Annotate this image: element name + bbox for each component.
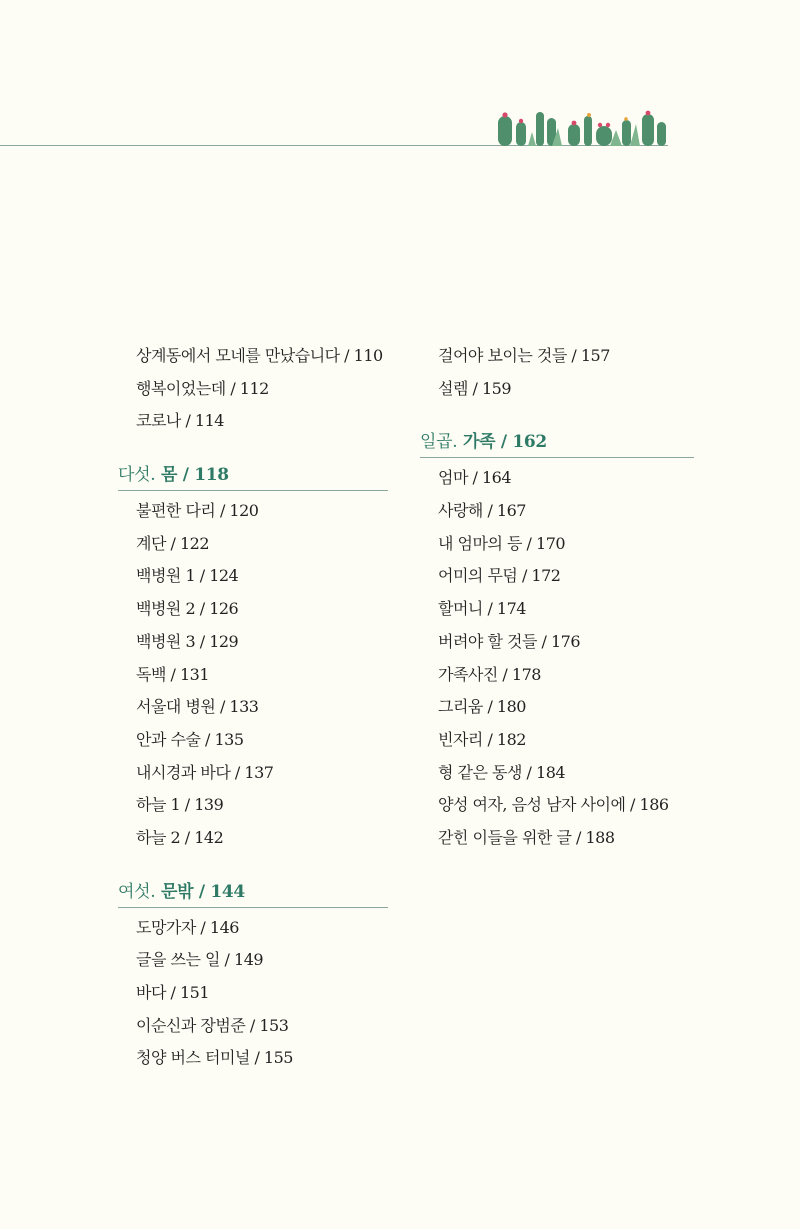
section-title: 몸 / 118 [160,465,229,486]
toc-entry[interactable]: 설렘 / 159 [438,378,512,398]
toc-entry[interactable]: 빈자리 / 182 [438,729,526,749]
toc-entry[interactable]: 서울대 병원 / 133 [136,697,259,717]
section-heading[interactable] [420,427,694,458]
toc-entry[interactable]: 청양 버스 터미널 / 155 [136,1048,293,1068]
toc-entry[interactable]: 글을 쓰는 일 / 149 [136,950,264,970]
section-heading[interactable] [118,460,388,491]
toc-entry[interactable]: 행복이었는데 / 112 [136,378,269,398]
toc-entry[interactable]: 내시경과 바다 / 137 [136,762,274,782]
toc-entry[interactable]: 가족사진 / 178 [438,664,541,684]
section-number: 여섯. [118,881,156,902]
section-title: 가족 / 162 [462,432,547,453]
toc-entry[interactable]: 바다 / 151 [136,983,210,1002]
toc-entry[interactable]: 그리움 / 180 [438,697,526,717]
toc-entry[interactable]: 독백 / 131 [136,664,210,684]
toc-entry[interactable]: 백병원 1 / 124 [136,566,239,586]
section-title: 문밖 / 144 [160,881,245,902]
toc-entry[interactable]: 갇힌 이들을 위한 글 / 188 [438,827,615,847]
cactus-row-icon [492,104,670,146]
toc-entry[interactable]: 사랑해 / 167 [438,501,526,521]
toc-entry[interactable]: 안과 수술 / 135 [136,729,244,749]
toc-entry[interactable]: 형 같은 동생 / 184 [438,762,566,782]
toc-entry[interactable]: 상계동에서 모네를 만났습니다 / 110 [136,346,383,365]
toc-entry[interactable]: 할머니 / 174 [438,599,526,619]
toc-entry[interactable]: 하늘 2 / 142 [136,827,224,847]
toc-entry[interactable]: 양성 여자, 음성 남자 사이에 / 186 [438,795,669,815]
toc-entry[interactable]: 걸어야 보이는 것들 / 157 [438,346,610,365]
toc-entry[interactable]: 코로나 / 114 [136,411,224,431]
toc-section-7 [420,427,694,854]
toc-entry[interactable]: 백병원 2 / 126 [136,599,239,619]
toc-entry[interactable]: 엄마 / 164 [438,468,512,488]
toc-entry[interactable]: 내 엄마의 등 / 170 [438,533,566,553]
toc-entry[interactable]: 하늘 1 / 139 [136,795,224,815]
toc-entry[interactable]: 백병원 3 / 129 [136,631,239,651]
toc-entry[interactable]: 계단 / 122 [136,533,210,553]
toc-entry[interactable]: 어미의 무덤 / 172 [438,566,561,586]
section-heading[interactable] [118,877,388,908]
section-number: 일곱. [420,432,458,453]
toc-entry[interactable]: 도망가자 / 146 [136,917,239,937]
toc-left-column [118,340,388,1075]
toc-entry[interactable]: 불편한 다리 / 120 [136,501,259,521]
toc-section-6 [118,877,388,1075]
toc-entry[interactable]: 버려야 할 것들 / 176 [438,631,581,651]
toc-entry[interactable]: 이순신과 장범준 / 153 [136,1015,289,1035]
toc-right-column [420,340,694,855]
section-number: 다섯. [118,465,156,486]
toc-section-5 [118,460,388,855]
